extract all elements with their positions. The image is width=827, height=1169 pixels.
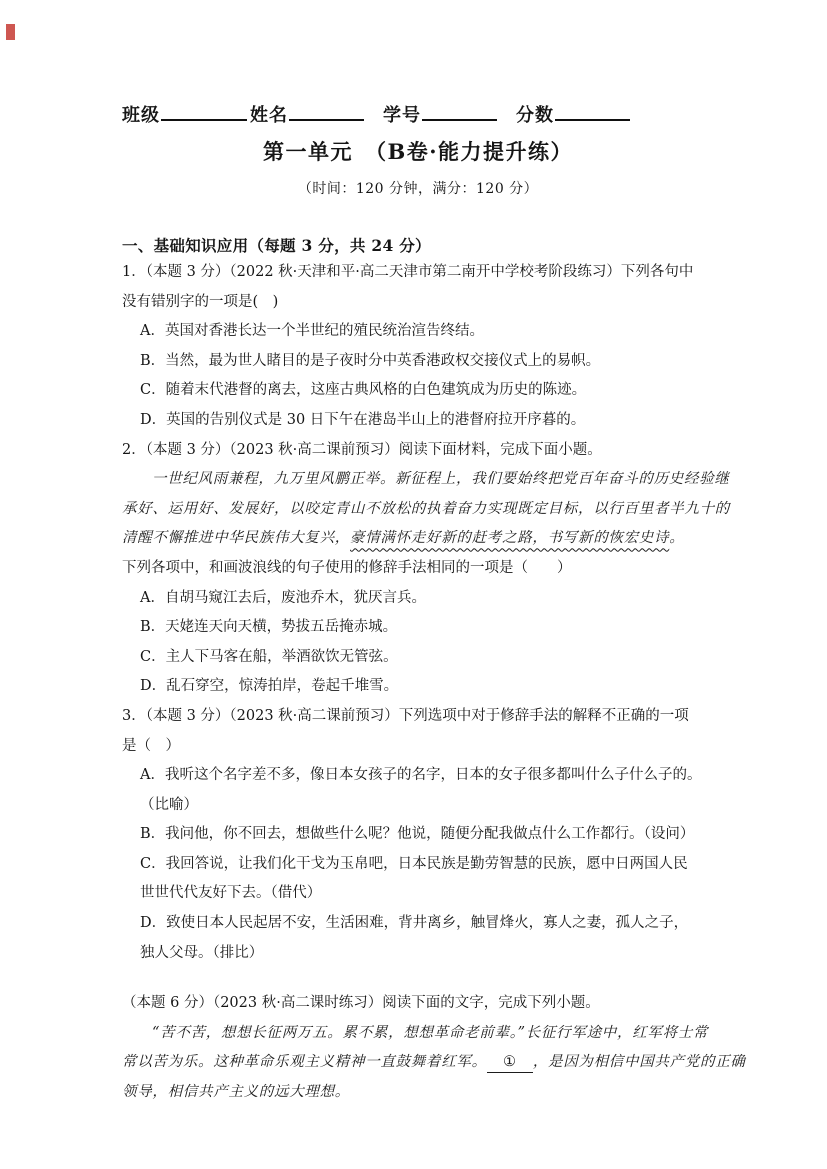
- q1-stem-line2: 没有错别字的一项是( ): [122, 293, 279, 310]
- worksheet-content: [122, 101, 746, 1108]
- q1-option-a: A．英国对香港长达一个半世纪的殖民统治渲告终结。: [140, 323, 484, 340]
- q3-option-c-line2: 世世代代友好下去。（借代）: [140, 885, 322, 902]
- section-heading: 一、基础知识应用（每题 3 分，共 24 分）: [122, 236, 431, 255]
- q2-stem: 2．（本题 3 分）（2023 秋·高二课前预习）阅读下面材料，完成下面小题。: [122, 441, 602, 458]
- student-id-blank: [422, 116, 497, 121]
- questions-body: [122, 258, 746, 1108]
- q3-option-a-line2: （比喻）: [140, 796, 198, 813]
- q2-passage-line3: [122, 524, 714, 554]
- q4-blank-circled-1: ①: [487, 1052, 533, 1073]
- q2-option-a: A．自胡马窥江去后，废池乔木，犹厌言兵。: [140, 589, 426, 606]
- q1-option-b: B．当然，最为世人睹目的是子夜时分中英香港政权交接仪式上的易帜。: [140, 352, 601, 369]
- corner-red-mark: [6, 24, 15, 40]
- q2-passage-line2: 承好、运用好、发展好，以咬定青山不放松的执着奋力实现既定目标，以行百里者半九十的: [122, 500, 730, 517]
- q2-passage-line3-tail: 。: [669, 530, 685, 547]
- name-blank: [289, 116, 364, 121]
- q1-option-d: D．英国的告别仪式是 30 日下午在港岛半山上的港督府拉开序暮的。: [140, 411, 586, 428]
- page-title: 第一单元 （B卷·能力提升练）: [262, 139, 574, 164]
- q2-question: 下列各项中，和画波浪线的句子使用的修辞手法相同的一项是（ ）: [122, 559, 572, 576]
- q4-passage-line3: 领导，相信共产主义的远大理想。: [122, 1084, 350, 1101]
- score-blank: [555, 116, 630, 121]
- q3-option-a-line1: A．我听这个名字差不多，像日本女孩子的名字，日本的女子很多都叫什么子什么子的。: [140, 767, 702, 784]
- q3-stem-line1: 3．（本题 3 分）（2023 秋·高二课前预习）下列选项中对于修辞手法的解释不正确的一项: [122, 707, 689, 724]
- class-label: 班级: [122, 105, 160, 126]
- q4-passage-line2-post: ，是因为相信中国共产党的正确: [532, 1054, 746, 1071]
- score-label: 分数: [516, 105, 554, 126]
- q2-option-c: C．主人下马客在船，举酒欲饮无管弦。: [140, 648, 398, 665]
- name-label: 姓名: [250, 105, 288, 126]
- q3-option-c-line1: C．我回答说，让我们化干戈为玉帛吧，日本民族是勤劳智慧的民族，愿中日两国人民: [140, 855, 688, 872]
- q2-passage-line1: 一世纪风雨兼程，九万里风鹏正举。新征程上，我们要始终把党百年奋斗的历史经验继: [152, 471, 730, 488]
- q4-passage-line2-pre: 常以苦为乐。这种革命乐观主义精神一直鼓舞着红军。: [122, 1054, 487, 1071]
- class-blank: [161, 116, 247, 121]
- student-id-label: 学号: [383, 105, 421, 126]
- q3-option-d-line2: 独人父母。（排比）: [140, 944, 264, 961]
- q1-stem-line1: 1．（本题 3 分）（2022 秋·天津和平·高二天津市第二南开中学校考阶段练习）下列各句中: [122, 264, 694, 280]
- q2-passage-line3-plain: 清醒不懈推进中华民族伟大复兴，: [122, 530, 350, 547]
- q3-option-d-line1: D．致使日本人民起居不安，生活困难，背井离乡，触冒烽火，寡人之妻，孤人之子，: [140, 915, 689, 932]
- q4-passage-line2: [122, 1048, 746, 1078]
- exam-time-score: （时间：120 分钟，满分：120 分）: [297, 181, 539, 197]
- q4-stem: （本题 6 分）（2023 秋·高二课时练习）阅读下面的文字，完成下列小题。: [122, 995, 600, 1012]
- q2-option-b: B．天姥连天向天横，势拔五岳掩赤城。: [140, 619, 398, 636]
- q4-passage-line1: “苦不苦，想想长征两万五。累不累，想想革命老前辈。”长征行军途中，红军将士常: [152, 1024, 709, 1041]
- q4-block: [122, 989, 746, 1107]
- q3-stem-line2: 是（ ）: [122, 737, 180, 754]
- q3-option-b: B．我问他，你不回去，想做些什么呢？他说，随便分配我做点什么工作都行。（设问）: [140, 826, 695, 843]
- student-info-row: [122, 101, 714, 127]
- q2-option-d: D．乱石穿空，惊涛拍岸，卷起千堆雪。: [140, 678, 399, 695]
- q2-wavy-underlined-sentence: 豪情满怀走好新的赶考之路，书写新的恢宏史诗: [350, 530, 670, 547]
- q1-option-c: C．随着末代港督的离去，这座古典风格的白色建筑成为历史的陈迹。: [140, 382, 587, 399]
